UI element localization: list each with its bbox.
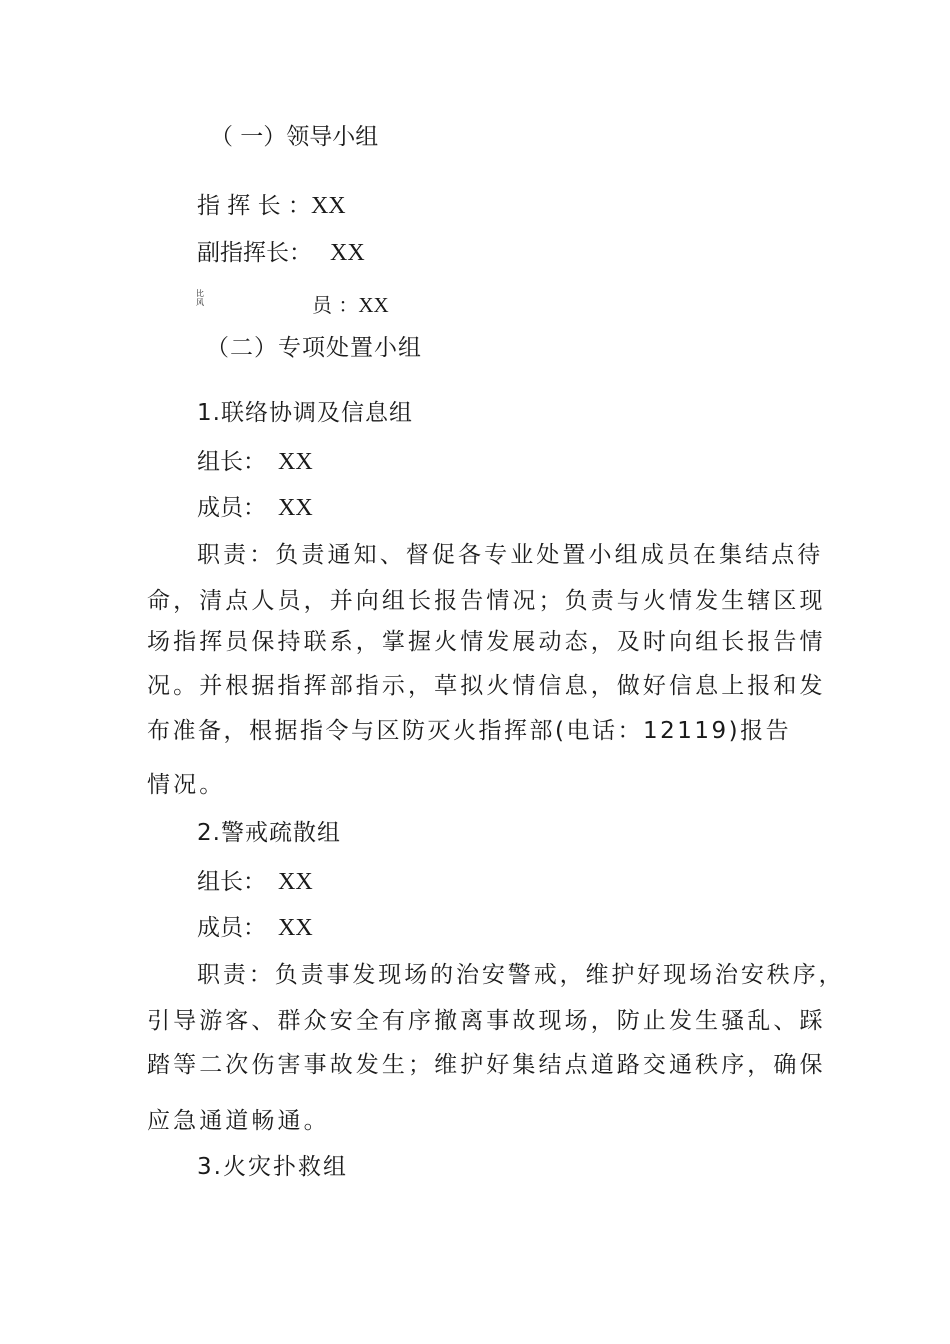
group2-leader-label: 组长：	[197, 869, 266, 895]
group2-leader-row	[197, 867, 313, 897]
group1-leader-row	[197, 447, 313, 477]
group2-title: 2.警戒疏散组	[197, 820, 341, 846]
group1-member-label: 成员：	[197, 495, 266, 521]
group2-duty-line: 引导游客、群众安全有序撤离事故现场，防止发生骚乱、踩	[147, 1008, 826, 1034]
group2-member-label: 成员：	[197, 915, 266, 941]
group1-duty-line: 布准备，根据指令与区防灭火指挥部(电话：12119)报告	[147, 718, 792, 744]
section-heading-special: （二）专项处置小组	[206, 335, 422, 361]
member-label: 员 ：	[312, 293, 359, 317]
group1-duty-line: 况。并根据指挥部指示，草拟火情信息，做好信息上报和发	[147, 673, 826, 699]
commander-row	[197, 191, 346, 221]
group2-duty-line: 应急通道畅通。	[147, 1108, 330, 1134]
group1-duty-line: 命，清点人员，并向组长报告情况；负责与火情发生辖区现	[147, 588, 826, 614]
deputy-commander-row	[197, 238, 365, 268]
group1-leader-label: 组长：	[197, 449, 266, 475]
group2-member-row	[197, 913, 313, 943]
commander-value: XX	[310, 193, 346, 219]
commander-label: 指 挥 长 ：	[197, 193, 311, 219]
group1-duty-line: 情况。	[147, 772, 226, 798]
group1-duty-line: 职责：负责通知、督促各专业处置小组成员在集结点待	[197, 542, 824, 568]
group2-duty-line: 踏等二次伤害事故发生；维护好集结点道路交通秩序，确保	[147, 1052, 826, 1078]
group2-leader-value: XX	[278, 869, 313, 895]
section-heading-leadership: （ 一）领导小组	[210, 124, 379, 150]
member-row	[312, 290, 389, 320]
group1-member-row	[197, 493, 313, 523]
group1-duty-line: 场指挥员保持联系，掌握火情发展动态，及时向组长报告情	[147, 629, 826, 655]
group1-member-value: XX	[278, 495, 313, 521]
group3-title: 3.火灾扑救组	[197, 1154, 348, 1180]
group1-leader-value: XX	[278, 449, 313, 475]
member-stray-glyph: 比 风	[196, 289, 204, 307]
group1-title: 1.联络协调及信息组	[197, 400, 413, 426]
deputy-commander-label: 副指挥长：	[197, 240, 312, 266]
group2-duty-line: 职责：负责事发现场的治安警戒，维护好现场治安秩序，	[197, 962, 845, 988]
member-value: XX	[358, 293, 389, 317]
deputy-commander-value: XX	[330, 240, 365, 266]
group2-member-value: XX	[278, 915, 313, 941]
